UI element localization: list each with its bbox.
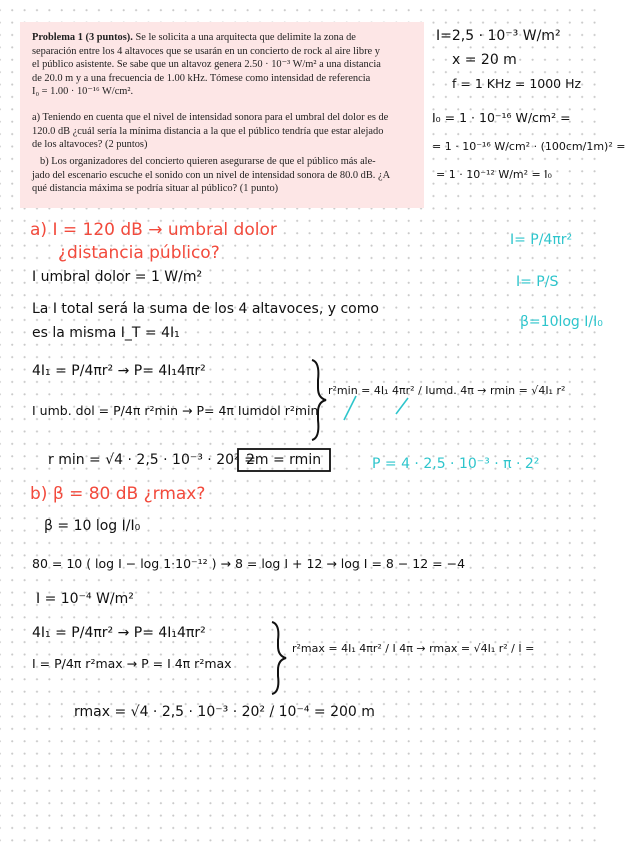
pain-threshold-intensity: I umbral dolor = 1 W/m²	[32, 269, 203, 285]
part-b-statement: b) Los organizadores del concierto quieren asegurarse de que el público más ale-	[40, 156, 376, 167]
given-i0-line: I₀ = 1 · 10⁻¹⁶ W/cm² =	[432, 110, 571, 125]
intro-line: de 20.0 m y a una frecuencia de 1.00 kHz. Tómese como intensidad de referencia	[32, 72, 371, 84]
side-formula-intensity: I= P/4πr²	[510, 232, 573, 248]
given-intensity: I=2,5 · 10⁻³ W/m²	[436, 28, 561, 44]
given-i0-line: = 1 · 10⁻¹⁶ W/cm² · (100cm/1m)² =	[432, 140, 625, 153]
part-b-statement: qué distancia máxima se podría situar al público? (1 punto)	[32, 183, 279, 195]
intro-line: el público asistente. Se sabe que un altavoz genera 2.50 · 10⁻³ W/m² a una distancia	[32, 59, 381, 71]
part-a-statement: 120.0 dB ¿cuál sería la mínima distancia a la que el público tendría que estar alejado	[32, 125, 384, 137]
power-calculation: P = 4 · 2,5 · 10⁻³ · π · 2²	[372, 456, 540, 472]
given-frequency: f = 1 KHz = 1000 Hz	[452, 76, 582, 91]
rmax-relation: r²max = 4I₁ 4πr² / I 4π → rmax = √4I₁ r² / I =	[292, 642, 535, 655]
rmin-result-box	[238, 449, 330, 471]
part-b-heading: b) β = 80 dB ¿rmax?	[30, 484, 206, 504]
part-a-question: ¿distancia público?	[58, 243, 220, 263]
part-b-statement: jado del escenario escuche el sonido con un nivel de intensidad sonora de 80.0 dB. ¿A	[32, 169, 391, 181]
side-formula-beta: β=10log I/I₀	[520, 314, 603, 330]
part-b-equation-4: 4I₁ = P/4πr² → P= 4I₁4πr²	[32, 625, 206, 641]
teal-cancel-mark	[344, 396, 356, 420]
problem-title: Problema 1 (3 puntos).	[32, 32, 133, 43]
total-intensity-text: La I total será la suma de los 4 altavoces, y como	[32, 301, 379, 317]
part-b-equation-2: 80 = 10 ( log I − log 1·10⁻¹² ) → 8 = log I + 12 → log I = 8 − 12 = −4	[32, 556, 466, 571]
brace-part-b	[272, 622, 286, 694]
side-formula-surface: I= P/S	[516, 274, 559, 290]
intro-line: Se le solicita a una arquitecta que delimite la zona de	[135, 32, 356, 43]
rmax-calculation: rmax = √4 · 2,5 · 10⁻³ · 20² / 10⁻⁴ = 200 m	[74, 704, 375, 720]
part-b-equation-3: I = 10⁻⁴ W/m²	[36, 591, 134, 607]
total-intensity-text: es la misma I_T = 4I₁	[32, 325, 180, 341]
rmin-relation: r²min = 4I₁ 4πr² / Iumd. 4π → rmin = √4I₁ r²	[328, 384, 566, 397]
rmin-calculation: r min = √4 · 2,5 · 10⁻³ · 20² =	[48, 452, 256, 468]
part-a-statement: a) Teniendo en cuenta que el nivel de intensidad sonora para el umbral del dolor es de	[32, 112, 389, 123]
part-a-statement: de los altavoces? (2 puntos)	[32, 139, 148, 151]
part-b-equation-1: β = 10 log I/I₀	[44, 518, 141, 534]
brace-part-a	[312, 360, 326, 440]
part-a-heading: a) I = 120 dB → umbral dolor	[30, 220, 277, 240]
intro-line: separación entre los 4 altavoces que se usarán en un concierto de rock al aire libre y	[32, 45, 380, 57]
part-a-equation-2: I umb. dol = P/4π r²min → P= 4π Iumdol r²min	[32, 403, 319, 418]
given-i0-line: = 1 · 10⁻¹² W/m² = I₀	[436, 168, 552, 181]
rmin-boxed-result: 2m = rmin	[246, 452, 322, 468]
teal-cancel-mark	[396, 398, 408, 414]
part-a-equation-1: 4I₁ = P/4πr² → P= 4I₁4πr²	[32, 363, 206, 379]
given-distance: x = 20 m	[452, 52, 517, 68]
intro-line: I₀ = 1.00 · 10⁻¹⁶ W/cm².	[32, 86, 134, 98]
part-b-equation-5: I = P/4π r²max → P = I 4π r²max	[32, 656, 232, 671]
